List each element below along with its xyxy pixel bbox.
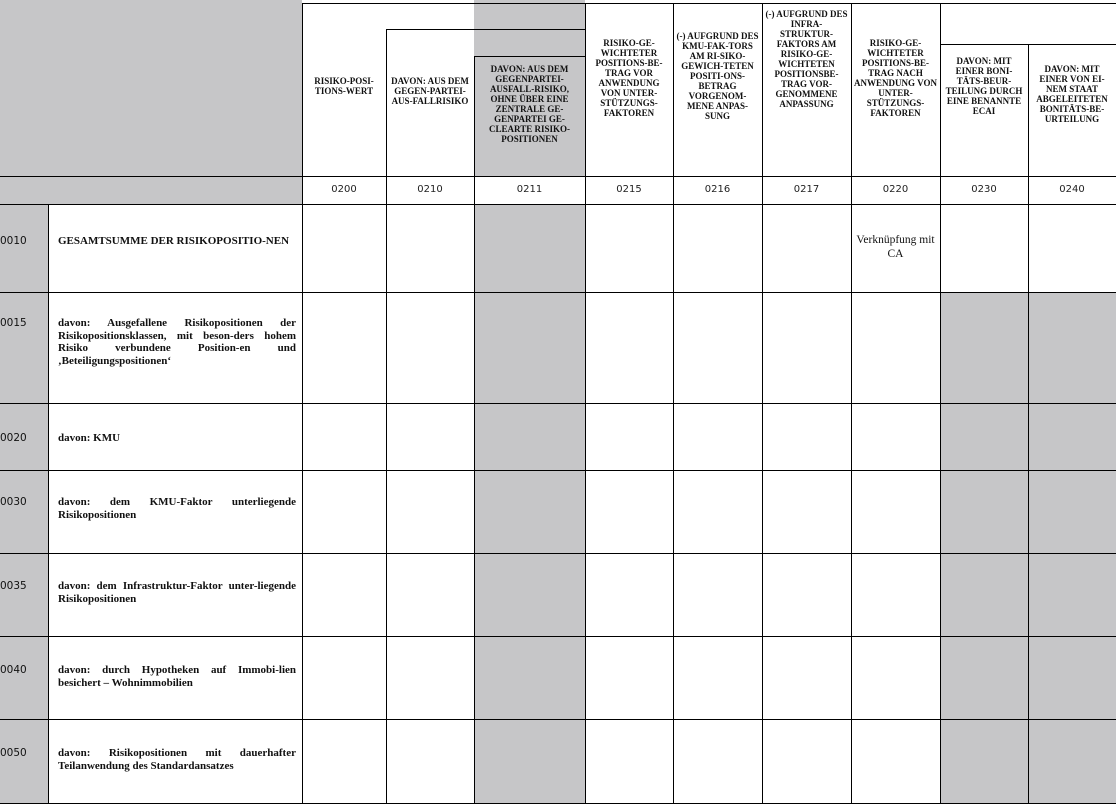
col-header-0211: DAVON: AUS DEM GEGENPARTEI-AUSFALL-RISIKO, OHNE ÜBER EINE ZENTRALE GE-GENPARTEI GE-CLEARTE RISIKO-POSITIONEN [489,64,570,144]
row-label-0010: GESAMTSUMME DER RISIKOPOSITIO-NEN [58,235,290,247]
col-code-0215: 0215 [616,184,642,195]
col-code-0211: 0211 [516,184,543,195]
row-code-0035: 0035 [0,580,27,592]
row-code-0050: 0050 [0,747,27,759]
col-code-0240: 0240 [1059,184,1085,195]
col-code-0217: 0217 [793,184,820,195]
col-code-0200: 0200 [331,184,357,195]
header-stub-shade [0,0,302,204]
col-header-0200: RISIKO-POSI-TIONS-WERT [314,76,374,96]
row-label-0050: davon: Risikopositionen mit dauerhafter Teilanwendung des Standardansatzes [58,747,296,772]
row-label-0015: davon: Ausgefallene Risikopositionen der Risikopositionsklassen, mit beson-ders hohem Risiko verbundene Position-en und ‚Beteiligungspositionen‘ [58,317,296,367]
col-header-0217: (-) AUFGRUND DES INFRA-STRUKTUR-FAKTORS AM RISIKO-GE-WICHTETEN POSITIONSBE-TRAG VOR-GENOMMENE ANPASSUNG [765,9,848,109]
row-label-0020: davon: KMU [58,432,121,444]
row-code-0040: 0040 [0,664,27,676]
row-label-0040: davon: durch Hypotheken auf Immobi-lien besichert – Wohnimmobilien [58,664,296,689]
col-header-0240: DAVON: MIT EINER VON EI-NEM STAAT ABGELEITETEN BONITÄTS-BE-URTEILUNG [1036,64,1108,124]
col-header-0220: RISIKO-GE-WICHTETER POSITIONS-BE-TRAG NACH ANWENDUNG VON UNTER-STÜTZUNGS-FAKTOREN [854,38,937,118]
col-code-0220: 0220 [882,184,909,195]
col-code-0216: 0216 [704,184,731,195]
cell-0010-0220-note: Verknüpfung mit CA [856,234,935,260]
col-0211-body-shade [474,204,585,804]
col-header-0215: RISIKO-GE-WICHTETER POSITIONS-BE-TRAG VOR ANWENDUNG VON UNTER-STÜTZUNGS-FAKTOREN [595,38,663,118]
col-header-0216: (-) AUFGRUND DES KMU-FAK-TORS AM RI-SIKO-GEWICH-TETEN POSITI-ONS-BETRAG VORGENOM-MENE ANPAS-SUNG [676,31,759,121]
row-code-0030: 0030 [0,496,27,508]
col-code-0210: 0210 [417,184,443,195]
row-label-0035: davon: dem Infrastruktur-Faktor unter-liegende Risikopositionen [58,580,296,605]
col-code-0230: 0230 [971,184,997,195]
row-code-0020: 0020 [0,432,27,444]
col-header-0230: DAVON: MIT EINER BONI-TÄTS-BEUR-TEILUNG DURCH EINE BENANNTE ECAI [945,56,1023,116]
row-code-0015: 0015 [0,317,27,329]
row-label-0030: davon: dem KMU-Faktor unterliegende Risikopositionen [58,496,296,521]
row-code-0010: 0010 [0,235,27,247]
col-header-0210: DAVON: AUS DEM GEGEN-PARTEI-AUS-FALLRISIKO [391,76,469,106]
